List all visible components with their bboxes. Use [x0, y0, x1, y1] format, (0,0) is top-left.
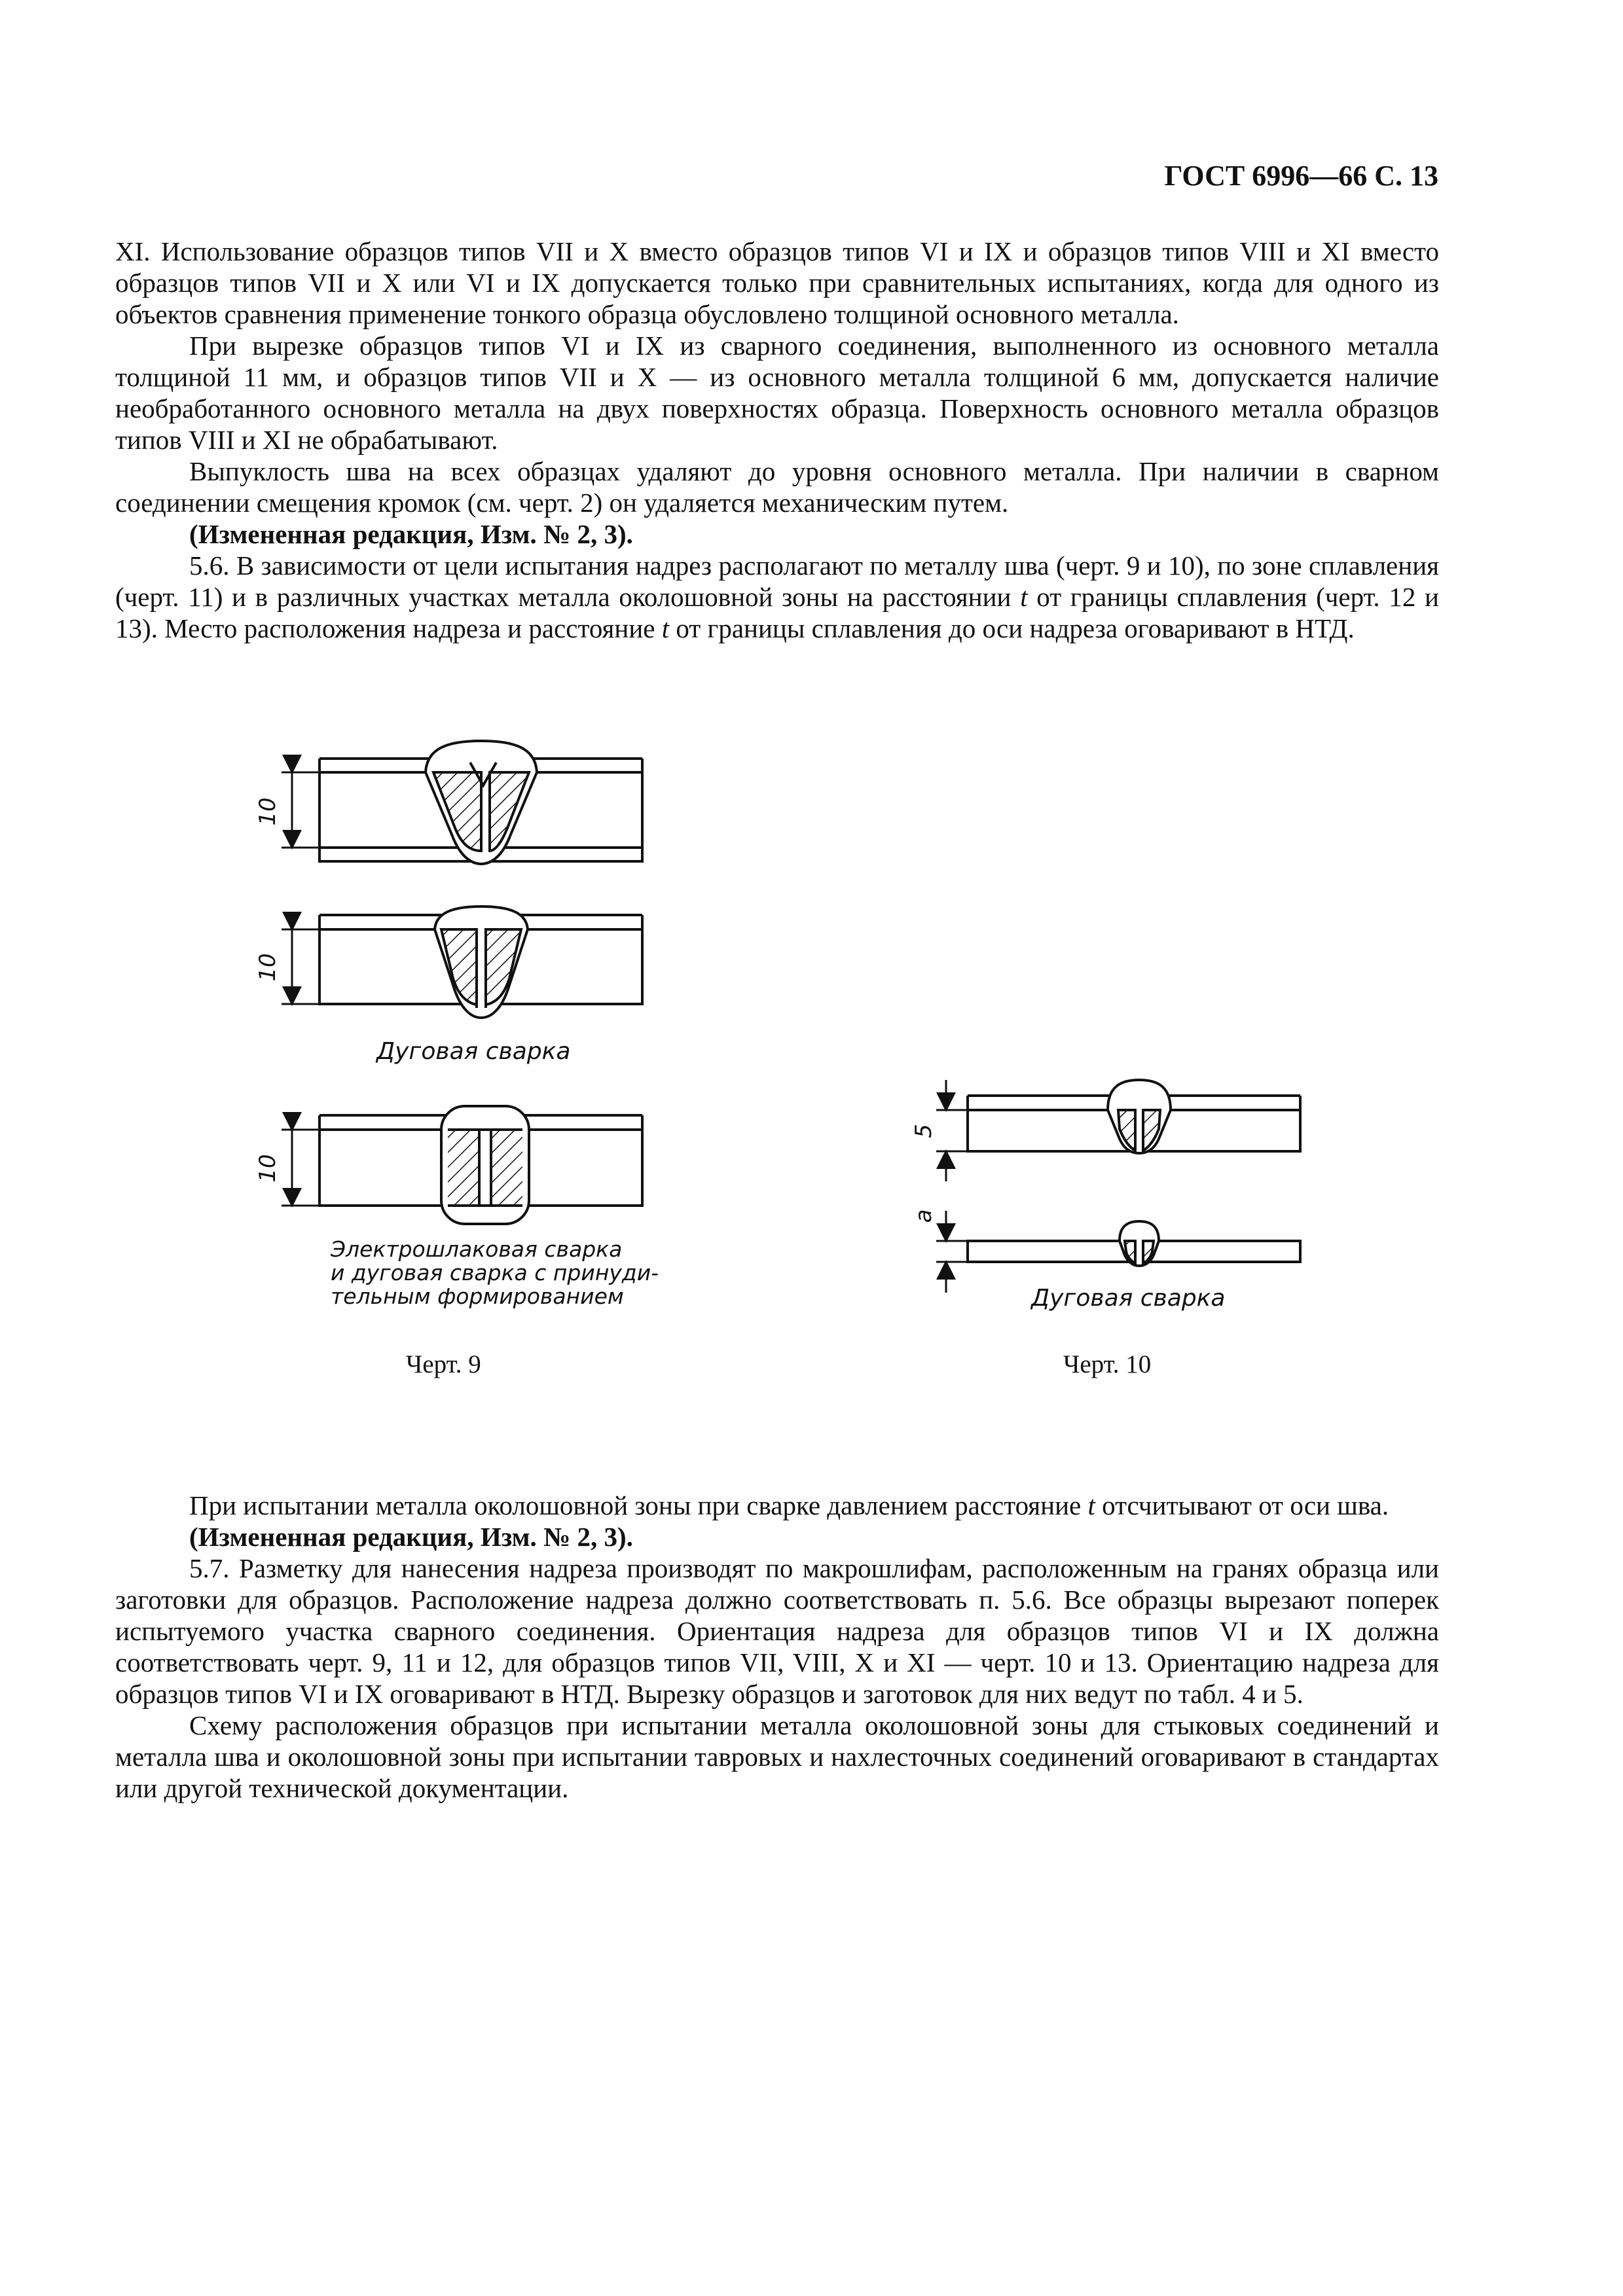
- paragraph: Схему расположения образцов при испытании металла околошовной зоны для стыковых соединений и металла шва и околошовной зоны при испытании тавровых и нахлесточных соединений оговаривают в стандартах или другой технической документации.: [115, 1710, 1439, 1803]
- text-span: 5.6. В зависимости от цели испытания надрез располагают по металлу шва (черт. 9 и 10), по зоне сплавления (черт. 11) и в различных участках металла околошовной зоны на расстоянии: [115, 550, 1439, 612]
- fig9-caption: Черт. 9: [406, 1350, 481, 1378]
- paragraph: Выпуклость шва на всех образцах удаляют до уровня основного металла. При наличии в сварном соединении смещения кромок (см. черт. 2) он удаляется механическим путем.: [115, 456, 1439, 518]
- fig10-sketch-2: [936, 1211, 1300, 1293]
- paragraph: [115, 1490, 1439, 1521]
- var-t: t: [1087, 1490, 1095, 1520]
- fig9-label-es: и дуговая сварка с принуди-: [331, 1260, 659, 1285]
- text-span: от границы сплавления до оси надреза оговаривают в НТД.: [669, 613, 1355, 643]
- fig9-dim-label: 10: [255, 1154, 281, 1183]
- fig10-dim-label: a: [911, 1209, 937, 1223]
- paragraph-5-7: 5.7. Разметку для нанесения надреза производят по макрошлифам, расположенным на гранях образца или заготовки для образцов. Расположение надреза должно соответствовать п. 5.6. Все образцы вырезают поперек испытуемого участка сварного соединения. Ориентация надреза для образцов типов VI и IX должна соответствовать черт. 9, 11 и 12, для образцов типов VII, VIII, X и XI — черт. 10 и 13. Ориентацию надреза для образцов типов VI и IX оговаривают в НТД. Вырезку образцов и заготовок для них ведут по табл. 4 и 5.: [115, 1553, 1440, 1709]
- fig10-label-arc: Дуговая сварка: [1031, 1285, 1226, 1312]
- fig9-label-es: тельным формированием: [331, 1283, 624, 1309]
- amendment-note: (Измененная редакция, Изм. № 2, 3).: [189, 1522, 633, 1552]
- var-t: t: [661, 613, 670, 643]
- var-t: t: [1020, 582, 1028, 612]
- amendment-note: (Измененная редакция, Изм. № 2, 3).: [189, 519, 633, 549]
- fig10-sketch-1: [936, 1080, 1300, 1181]
- fig10-dim-label: 5: [911, 1124, 937, 1138]
- fig9-label-arc: Дуговая сварка: [376, 1038, 571, 1065]
- paragraph: При вырезке образцов типов VI и IX из сварного соединения, выполненного из основного металла толщиной 11 мм, и образцов типов VII и X — из основного металла толщиной 6 мм, допускается наличие необработанного основного металла на двух поверхностях образца. Поверхность основного металла образцов типов VIII и XI не обрабатывают.: [115, 331, 1439, 455]
- text-span: от границы сплавления (черт. 12 и 13). Место расположения надреза и расстояние: [115, 582, 1439, 643]
- fig9-dim-label: 10: [255, 797, 281, 826]
- text-span: отсчитывают от оси шва.: [1095, 1490, 1389, 1520]
- paragraph: XI. Использование образцов типов VII и X вместо образцов типов VI и IX и образцов типов VIII и XI вместо образцов типов VII и X или VI и IX допускается только при сравнительных испытаниях, когда для одного из объектов сравнения применение тонкого образца обусловлено толщиной основного металла.: [115, 236, 1439, 329]
- fig9-sketch-arc-2: [282, 906, 642, 1018]
- text-span: При испытании металла околошовной зоны при сварке давлением расстояние: [189, 1490, 1088, 1520]
- fig9-sketch-electroslag: [282, 1106, 642, 1224]
- fig9-sketch-arc-1: [282, 741, 642, 864]
- fig9-label-es: Электрошлаковая сварка: [331, 1236, 623, 1262]
- fig9-dim-label: 10: [255, 953, 281, 982]
- text-block-bottom: [115, 1490, 1439, 1804]
- page-header: ГОСТ 6996—66 С. 13: [1164, 160, 1438, 192]
- fig10-caption: Черт. 10: [1063, 1350, 1152, 1378]
